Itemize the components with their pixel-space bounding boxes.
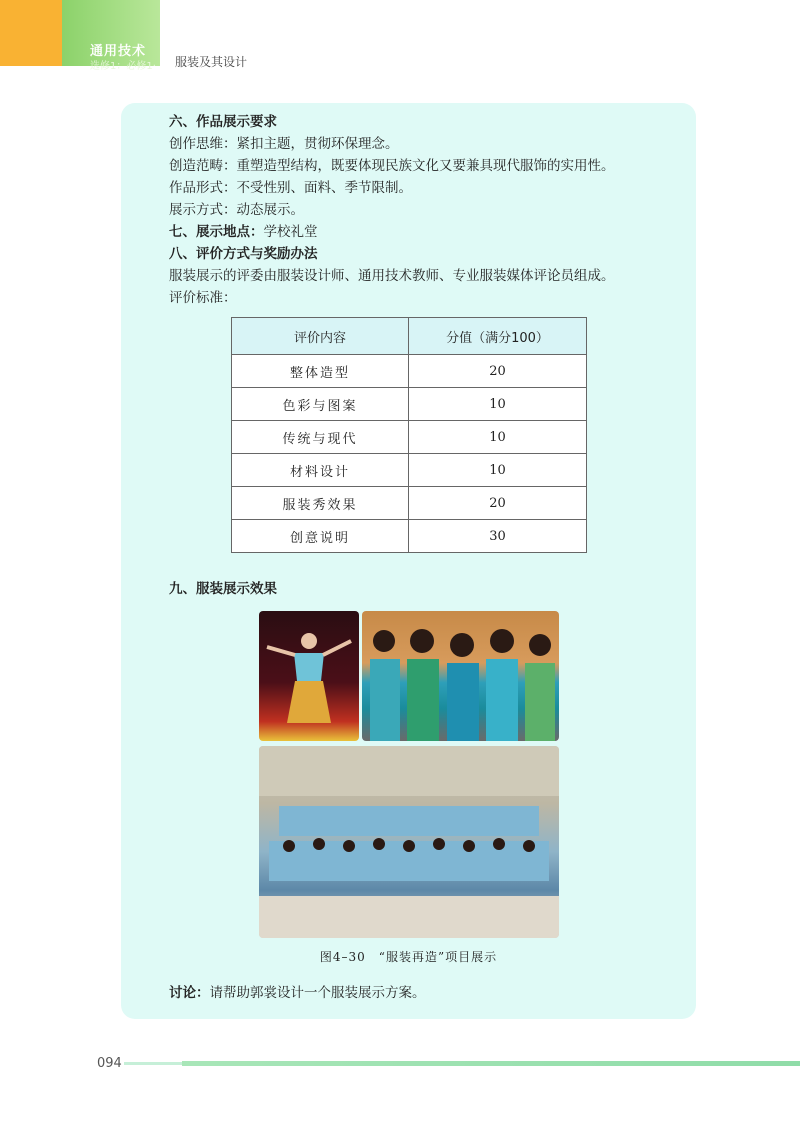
chapter-title: 服装及其设计 — [175, 55, 248, 69]
section-6-line-4: 展示方式：动态展示。 — [169, 202, 304, 218]
section-8-line-1: 服装展示的评委由服装设计师、通用技术教师、专业服装媒体评论员组成。 — [169, 268, 615, 284]
photo-group-stairs — [259, 746, 559, 938]
section-7-heading: 七、展示地点： — [169, 224, 264, 240]
models-group-figure — [362, 611, 559, 741]
table-header-row — [232, 318, 587, 355]
section-8-line-2: 评价标准： — [169, 290, 237, 306]
footer-bar-light — [124, 1062, 182, 1065]
table-header-score: 分值（满分100） — [409, 318, 587, 355]
series-subtitle: 选修1：必修1· — [90, 61, 156, 72]
table-header-content: 评价内容 — [232, 318, 409, 355]
table-cell-item: 色彩与图案 — [232, 388, 409, 421]
footer-bar — [182, 1061, 800, 1066]
header-orange-block — [0, 0, 62, 66]
section-9-heading: 九、服装展示效果 — [169, 581, 277, 597]
table-cell-score: 10 — [409, 421, 587, 454]
photo-runway-model — [259, 611, 359, 741]
section-7 — [169, 222, 318, 242]
group-stairs-figure — [259, 746, 559, 938]
content-panel — [121, 103, 696, 1019]
series-label — [90, 40, 156, 72]
runway-model-figure — [259, 611, 359, 741]
discussion-text: 请帮助郭裳设计一个服装展示方案。 — [209, 985, 426, 1001]
table-row — [232, 454, 587, 487]
section-6-heading: 六、作品展示要求 — [169, 114, 277, 130]
table-cell-item: 传统与现代 — [232, 421, 409, 454]
section-8-heading: 八、评价方式与奖励办法 — [169, 246, 318, 262]
table-cell-item: 服装秀效果 — [232, 487, 409, 520]
evaluation-table — [231, 317, 587, 553]
discussion — [169, 983, 426, 1003]
table-cell-score: 20 — [409, 487, 587, 520]
table-row — [232, 487, 587, 520]
table-cell-item: 材料设计 — [232, 454, 409, 487]
table-cell-item: 创意说明 — [232, 520, 409, 553]
table-cell-score: 10 — [409, 454, 587, 487]
section-6-line-3: 作品形式：不受性别、面料、季节限制。 — [169, 180, 412, 196]
table-row — [232, 388, 587, 421]
table-cell-item: 整体造型 — [232, 355, 409, 388]
series-title: 通用技术 — [90, 44, 147, 59]
section-6-line-2: 创造范畴：重塑造型结构，既要体现民族文化又要兼具现代服饰的实用性。 — [169, 158, 615, 174]
table-row — [232, 421, 587, 454]
table-row — [232, 355, 587, 388]
table-row — [232, 520, 587, 553]
section-6-line-1: 创作思维：紧扣主题，贯彻环保理念。 — [169, 136, 399, 152]
table-cell-score: 10 — [409, 388, 587, 421]
discussion-label: 讨论： — [169, 985, 210, 1001]
page-number: 094 — [97, 1056, 122, 1071]
figure-caption: 图4–30 “服装再造”项目展示 — [319, 950, 498, 964]
photo-models-group — [362, 611, 559, 741]
section-7-value: 学校礼堂 — [263, 224, 318, 240]
table-cell-score: 30 — [409, 520, 587, 553]
table-cell-score: 20 — [409, 355, 587, 388]
